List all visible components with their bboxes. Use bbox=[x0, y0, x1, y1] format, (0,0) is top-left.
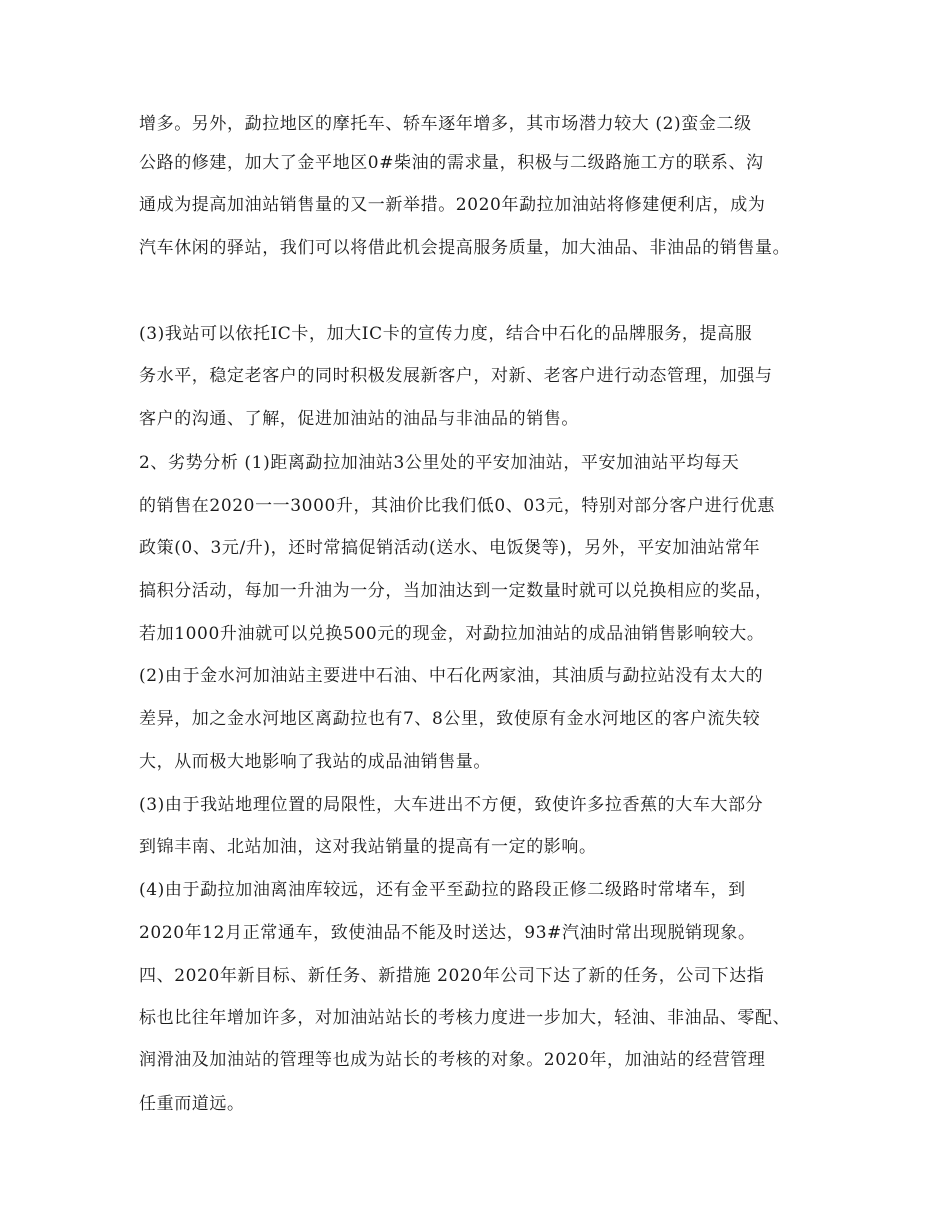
text-line: 差异，加之金水河地区离勐拉也有7、8公里，致使原有金水河地区的客户流失较 bbox=[139, 709, 761, 729]
text-line: 大，从而极大地影响了我站的成品油销售量。 bbox=[139, 752, 491, 772]
text-line: (2)由于金水河加油站主要进中石油、中石化两家油，其油质与勐拉站没有太大的 bbox=[139, 666, 764, 686]
text-line: 的销售在2020一一3000升，其油价比我们低0、03元，特别对部分客户进行优惠 bbox=[139, 496, 775, 516]
text-line: 2020年12月正常通车，致使油品不能及时送达，93#汽油时常出现脱销现象。 bbox=[139, 923, 756, 943]
text-line: 标也比往年增加许多，对加油站站长的考核力度进一步加大，轻油、非油品、零配、 bbox=[139, 1008, 791, 1028]
text-line: 若加1000升油就可以兑换500元的现金，对勐拉加油站的成品油销售影响较大。 bbox=[139, 624, 765, 644]
text-line: 通成为提高加油站销售量的又一新举措。2020年勐拉加油站将修建便利店，成为 bbox=[139, 195, 766, 215]
text-line: 汽车休闲的驿站，我们可以将借此机会提高服务质量，加大油品、非油品的销售量。 bbox=[139, 238, 791, 258]
text-line: 务水平，稳定老客户的同时积极发展新客户，对新、老客户进行动态管理，加强与 bbox=[139, 366, 773, 386]
text-line: 润滑油及加油站的管理等也成为站长的考核的对象。2020年，加油站的经营管理 bbox=[139, 1050, 766, 1070]
text-line: 搞积分活动，每加一升油为一分，当加油达到一定数量时就可以兑换相应的奖品， bbox=[139, 581, 773, 601]
text-line: 政策(0、3元/升)，还时常搞促销活动(送水、电饭煲等)，另外，平安加油站常年 bbox=[139, 538, 761, 558]
text-line: 增多。另外，勐拉地区的摩托车、轿车逐年增多，其市场潜力较大 (2)蛮金二级 bbox=[139, 114, 752, 134]
text-line: 到锦丰南、北站加油，这对我站销量的提高有一定的影响。 bbox=[139, 837, 597, 857]
text-line: (3)由于我站地理位置的局限性，大车进出不方便，致使许多拉香蕉的大车大部分 bbox=[139, 795, 764, 815]
text-line: 任重而道远。 bbox=[139, 1094, 245, 1114]
text-line: (4)由于勐拉加油离油库较远，还有金平至勐拉的路段正修二级路时常堵车，到 bbox=[139, 880, 746, 900]
text-line: 2、劣势分析 (1)距离勐拉加油站3公里处的平安加油站，平安加油站平均每天 bbox=[139, 453, 740, 473]
text-line: 四、2020年新目标、新任务、新措施 2020年公司下达了新的任务，公司下达指 bbox=[139, 966, 765, 986]
text-line: 公路的修建，加大了金平地区0#柴油的需求量，积极与二级路施工方的联系、沟 bbox=[139, 153, 764, 173]
text-line: 客户的沟通、了解，促进加油站的油品与非油品的销售。 bbox=[139, 409, 579, 429]
text-line: (3)我站可以依托IC卡，加大IC卡的宣传力度，结合中石化的品牌服务，提高服 bbox=[139, 324, 753, 344]
